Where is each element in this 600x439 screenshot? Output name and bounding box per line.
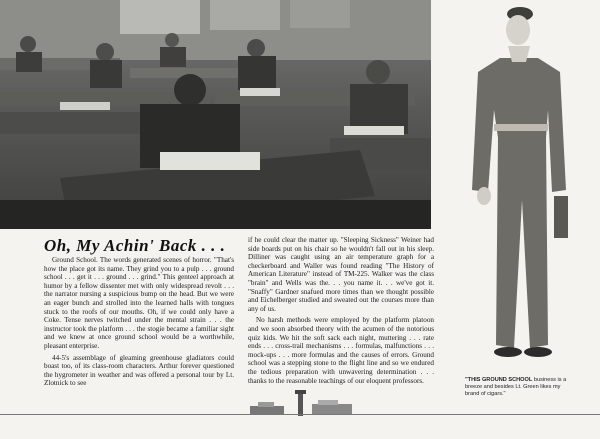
photo-caption — [465, 377, 573, 398]
text-column-left — [44, 256, 234, 388]
caption-lead: "THIS GROUND SCHOOL — [465, 377, 533, 383]
text-column-middle — [248, 236, 434, 385]
footer-rule — [0, 414, 600, 415]
paragraph: if he could clear the matter up. "Sleeping Sickness" Weiner had side boards put on his chair so he wouldn't fall out in his sleep. Dilliner was caught using an air temperature graph for a checkerboard and Waller was found reading "The History of American Literature" instead of TM-225. Walker was the class "brain" and Wells was the. . . you name it. . . we've got it. "Snaffy" Gardner snafued more times than we thought possible and Eichelberger studied and sweated out the courses more than any of us. — [248, 236, 434, 313]
soldier-figure — [448, 0, 588, 360]
paragraph: 44-5's assemblage of gleaming greenhouse gladiators could boast too, of its class-room characters. Arthur forever questioned the hygrometer in weather and was offered a personal tour by Lt. Zlotnick to see — [44, 353, 234, 388]
article-heading: Oh, My Achin' Back . . . — [44, 236, 226, 255]
classroom-photo — [0, 0, 431, 229]
paragraph: No harsh methods were employed by the platform platoon and we soon absorbed theory with the acumen of the notorious quiz kids. We hit the soft sack each night, muttering . . . rate ends . . . cross-trail mechanisms . . . formulas, malfunctions . . . mock-ups . . . more formulas and the causes of errors. Ground school was a stepping stone to the flight line and so we endured the tedious preparation with unwavering determination . . . thanks to the reasonable teachings of our eloquent professors. — [248, 316, 434, 385]
caption-text: business is a breeze and besides Lt. Green likes my brand of cigars." — [465, 377, 567, 397]
paragraph: Ground School. The words generated scenes of horror. "That's how the place got its name. They grind you to a pulp . . . ground school . . . get it . . . ground . . . grind." This genteel approach at humor by a fellow dissenter met with only widespread revolt . . . the narrator nursing a suspicious bump on the head. But we were an eager bunch and strolled into the learned halls with tongues stuck to the roofs of our mouths. Oh, if we could only have a Coke. Tense nerves twitched under the mental strain . . . the instructor took the platform . . . the stogie became a familiar sight and we knew at once ground school would be a worthwhile, pleasant enterprise. — [44, 256, 234, 350]
